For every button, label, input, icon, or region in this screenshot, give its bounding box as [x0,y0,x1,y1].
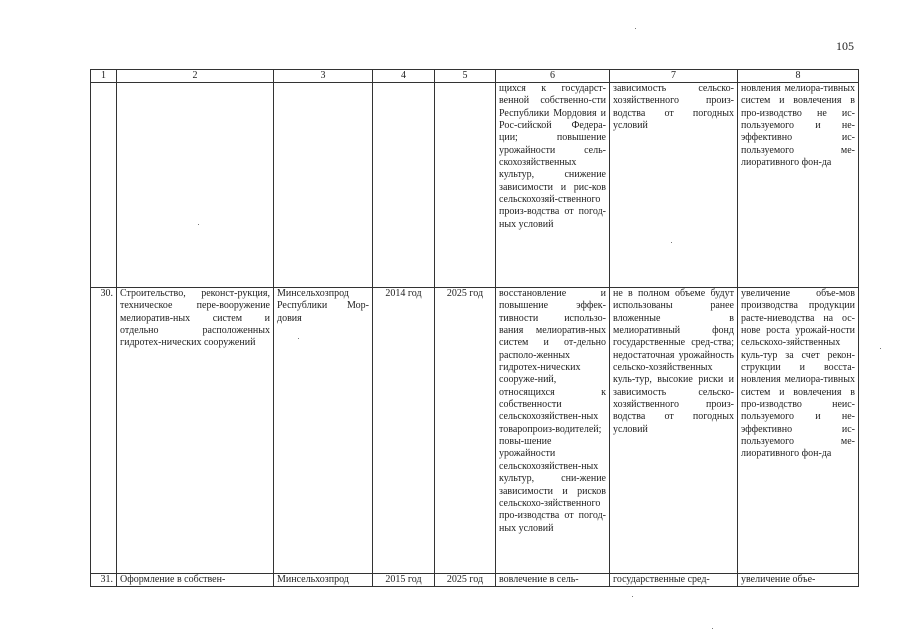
column-number: 5 [435,70,496,83]
executor-cell: Минсельхозпрод [274,574,373,587]
scan-speck [198,224,199,225]
scan-speck [880,348,881,349]
start-year-cell: 2014 год [373,288,435,574]
row-number-cell: 31. [91,574,117,587]
table-row [91,288,859,574]
table-row [91,574,859,587]
expected-result-cell: вовлечение в сель- [496,574,610,587]
scan-speck [298,338,299,339]
column-number: 6 [496,70,610,83]
risks-cell: государственные сред- [610,574,738,587]
table-row [91,83,859,288]
measure-name-cell [117,83,274,288]
column-number-row [91,70,859,83]
executor-cell: Минсельхозпрод Республики Мор-довия [274,288,373,574]
risks-cell: не в полном объеме будут использованы ранее вложенные в мелиоративный фонд государственные сред-ства; недостаточная урожайность сельско-хозяйственных куль-тур, высокие риски и зависимость сельско-хозяйственного произ-водства от погодных условий [610,288,738,574]
page-number: 105 [836,39,854,53]
column-number: 2 [117,70,274,83]
measure-name-cell: Строительство, реконст-рукция, техническое пере-вооружение мелиоратив-ных систем и отдельно расположенных гидротех-нических сооружений [117,288,274,574]
measures-table [90,69,859,587]
row-number-cell [91,83,117,288]
expected-result-cell: восстановление и повышение эффек-тивности использо-вания мелиоратив-ных систем и от-дельно располо-женных гидротех-нических сооруже-ний, относящихся к собственности сельскохозяйствен-ных товаропроиз-водителей; повы-шение урожайности сельскохозяйствен-ных культур, сни-жение зависимости и рисков сельскохо-зяйственного про-изводства от погод-ных условий [496,288,610,574]
expected-result-cell: щихся к государст-венной собственно-сти Республики Мордовия и Рос-сийской Федера-ции; повышение урожайности сель-скохозяйственных культур, снижение зависимости и рис-ков сельскохозяй-ственного произ-водства от погод-ных условий [496,83,610,288]
start-year-cell: 2015 год [373,574,435,587]
effect-cell: увеличение объе- [738,574,859,587]
risks-cell: зависимость сельско-хозяйственного произ-водства от погодных условий [610,83,738,288]
scan-speck [671,242,672,243]
column-number: 7 [610,70,738,83]
start-year-cell [373,83,435,288]
executor-cell [274,83,373,288]
column-number: 4 [373,70,435,83]
effect-cell: новления мелиора-тивных систем и вовлечения в про-изводство не ис-пользуемого и не-эффективно ис-пользуемого ме-лиоративного фон-да [738,83,859,288]
effect-cell: увеличение объе-мов производства продукции расте-ниеводства на ос-нове роста урожай-ности сельскохо-зяйственных куль-тур за счет рекон-струкции и восста-новления мелиора-тивных систем и вовлечения в про-изводство неис-пользуемого и не-эффективно ис-пользуемого ме-лиоративного фон-да [738,288,859,574]
column-number: 1 [91,70,117,83]
scan-speck [632,596,633,597]
scan-speck [635,28,636,29]
end-year-cell: 2025 год [435,288,496,574]
row-number-cell: 30. [91,288,117,574]
column-number: 3 [274,70,373,83]
end-year-cell: 2025 год [435,574,496,587]
column-number: 8 [738,70,859,83]
end-year-cell [435,83,496,288]
measure-name-cell: Оформление в собствен- [117,574,274,587]
scan-speck [712,628,713,629]
